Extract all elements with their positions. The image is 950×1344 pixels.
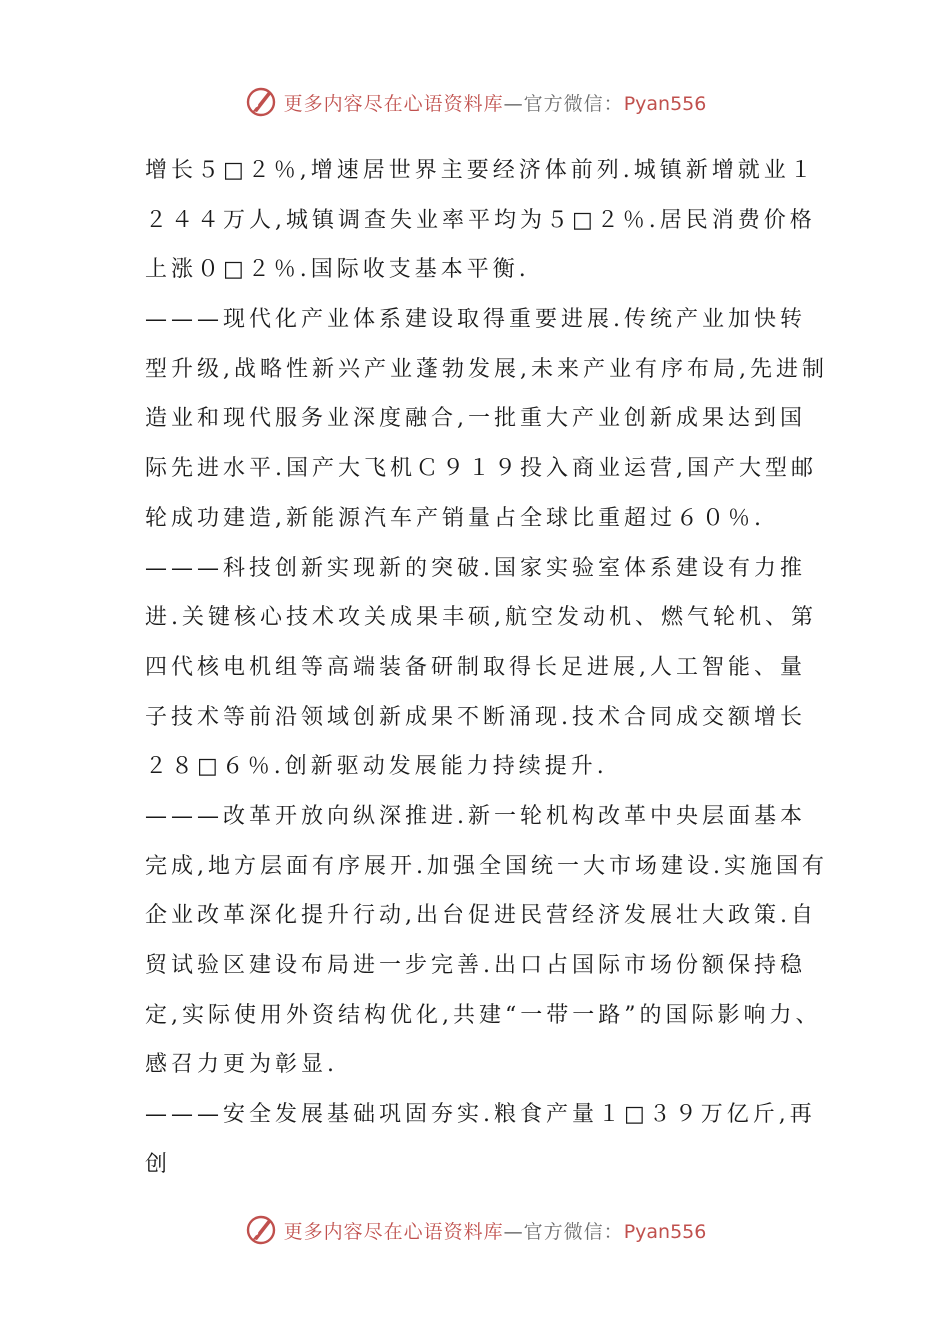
quill-pen-logo-icon [244,1213,278,1247]
text-line: 轮成功建造,新能源汽车产销量占全球比重超过６０％. [145,505,765,531]
footer-banner [0,1210,950,1250]
text-line: 企业改革深化提升行动,出台促进民营经济发展壮大政策.自 [145,903,817,929]
text-line: ———科技创新实现新的突破.国家实验室体系建设有力推 [145,555,806,581]
text-line: 定,实际使用外资结构优化,共建“一带一路”的国际影响力、 [145,1002,822,1028]
text-line: 造业和现代服务业深度融合,一批重大产业创新成果达到国 [145,406,806,432]
text-line: 子技术等前沿领域创新成果不断涌现.技术合同成交额增长 [145,704,806,730]
text-line: 贸试验区建设布局进一步完善.出口占国际市场份额保持稳 [145,953,806,978]
quill-pen-logo-icon [244,85,278,119]
text-line: 四代核电机组等高端装备研制取得长足进展,人工智能、量 [145,654,806,680]
header-banner [0,82,950,122]
text-line: ———现代化产业体系建设取得重要进展.传统产业加快转 [145,307,806,333]
text-line: ———改革开放向纵深推进.新一轮机构改革中央层面基本 [145,803,806,829]
text-line: 上涨０□２％.国际收支基本平衡. [145,257,530,283]
banner-wechat-label: 官方微信： [523,1220,624,1243]
text-line: ２４４万人,城镇调查失业率平均为５□２％.居民消费价格 [145,207,816,233]
text-line: 型升级,战略性新兴产业蓬勃发展,未来产业有序布局,先进制 [145,356,828,382]
banner-brand: 更多内容尽在心语资料库 [283,92,504,115]
banner-text [284,89,707,116]
banner-wechat-id: Pyan556 [623,1220,707,1243]
text-line: 感召力更为彰显. [145,1052,338,1078]
banner-wechat-id: Pyan556 [623,92,707,115]
banner-brand: 更多内容尽在心语资料库 [283,1220,504,1243]
banner-dash: — [503,1220,524,1243]
text-line: ———安全发展基础巩固夯实.粮食产量１□３９万亿斤,再 [145,1102,816,1128]
banner-dash: — [503,92,524,115]
text-line: 增长５□２％,增速居世界主要经济体前列.城镇新增就业１ [145,158,816,183]
banner-wechat-label: 官方微信： [523,92,624,115]
banner-text [284,1217,707,1244]
text-line: 创 [145,1151,172,1177]
text-line: 完成,地方层面有序展开.加强全国统一大市场建设.实施国有 [145,853,828,879]
document-body [145,146,828,1189]
text-line: 进.关键核心技术攻关成果丰硕,航空发动机、燃气轮机、第 [145,605,817,631]
text-line: 际先进水平.国产大飞机Ｃ９１９投入商业运营,国产大型邮 [145,456,817,482]
text-line: ２８□６％.创新驱动发展能力持续提升. [145,754,608,780]
